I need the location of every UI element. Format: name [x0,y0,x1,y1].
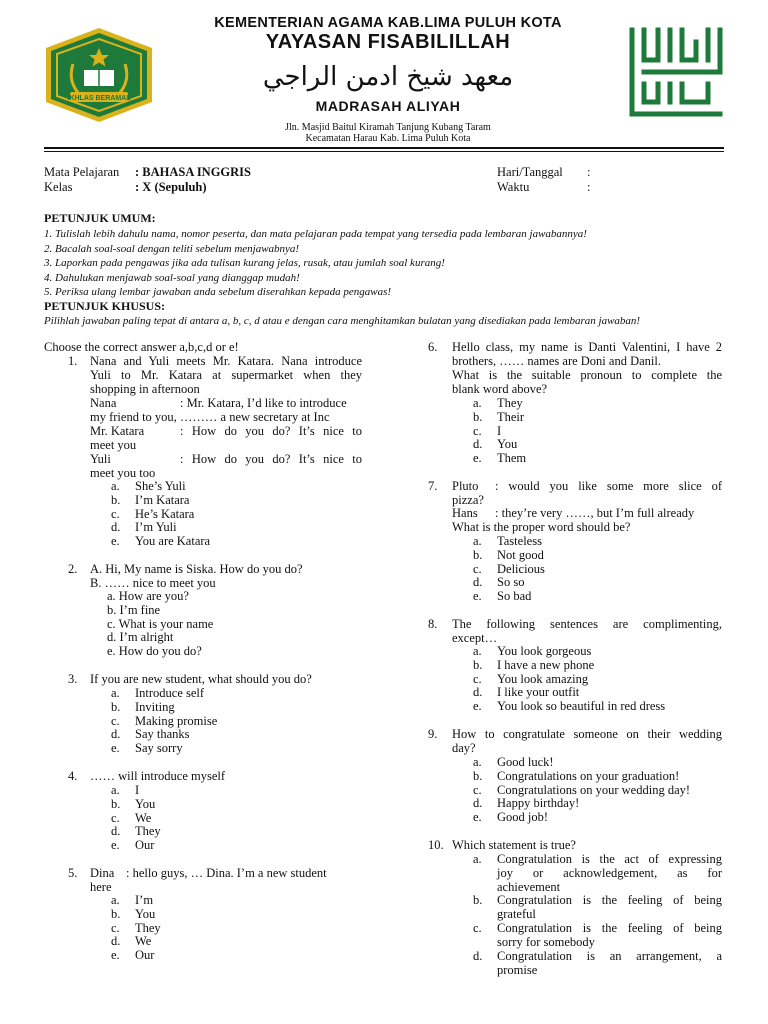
dialog-speaker: Mr. Katara [90,424,145,438]
general-instructions-title: PETUNJUK UMUM: [44,211,156,225]
question-number: 2. [68,562,78,576]
address-line-2: Kecamatan Harau Kab. Lima Puluh Kota [305,133,471,144]
answer-option[interactable]: Congratulation is the act of expressing [497,852,722,866]
general-instruction-item: 3. Laporkan pada pengawas jika ada tulisan kurang jelas, rusak, atau jumlah soal kurang! [44,257,445,269]
answer-option[interactable]: c. What is your name [107,616,214,631]
date-label: Hari/Tanggal [497,165,563,179]
dialog-line: pizza? [452,493,484,507]
question-number: 7. [428,479,438,493]
question-text: How to congratulate someone on their wedding [452,727,722,741]
answer-option[interactable]: e. How do you do? [107,644,202,659]
dialog-line: : How do you do? It’s nice to [180,452,362,466]
answer-option-letter: a. [473,852,482,866]
answer-option[interactable]: achievement [497,880,561,894]
question-number: 5. [68,866,78,880]
special-instructions-title: PETUNJUK KHUSUS: [44,299,166,313]
general-instruction-item: 1. Tulislah lebih dahulu nama, nomor peserta, dan mata pelajaran pada tempat yang tersedia pada lembaran jawabannya! [44,228,587,240]
question-text: If you are new student, what should you do? [90,672,312,686]
kemenag-logo [40,26,158,124]
question-text: Nana and Yuli meets Mr. Katara. Nana introduce [90,354,362,368]
answer-option[interactable]: Congratulation is an arrangement, a [497,949,722,963]
answer-option[interactable]: grateful [497,907,536,921]
time-label: Waktu [497,180,530,194]
address-line-1: Jln. Masjid Baitul Kiramah Tanjung Kubang Taram [285,122,491,133]
question-text: Which statement is true? [452,838,576,852]
question-text: A. Hi, My name is Siska. How do you do? [90,562,303,576]
dialog-speaker: Nana [90,396,117,410]
dialog-line: : they’re very ……, but I’m full already [495,506,695,520]
dialog-line: : hello guys, … Dina. I’m a new student [126,866,327,880]
general-instruction-item: 2. Bacalah soal-soal dengan teliti sebelum menjawabnya! [44,243,300,255]
arabic-title: معهد شيخ ادمن الراجي [262,62,514,92]
general-instruction-item: 5. Periksa ulang lembar jawaban anda sebelum diserahkan kepada pengawas! [44,286,392,298]
dialog-speaker: Hans [452,506,478,520]
dialog-line: meet you too [90,466,156,480]
svg-text:IKHLAS BERAMAL: IKHLAS BERAMAL [67,95,131,102]
answer-option-letter: d. [473,949,483,963]
ministry-title: KEMENTERIAN AGAMA KAB.LIMA PULUH KOTA [214,15,562,31]
question-text: shopping in afternoon [90,382,200,396]
answer-option[interactable]: sorry for somebody [497,935,595,949]
dialog-line: here [90,880,112,894]
question-number: 9. [428,727,438,741]
question-number: 3. [68,672,78,686]
question-text: What is the suitable pronoun to complete the [452,368,722,382]
answer-option[interactable]: promise [497,963,538,977]
dialog-speaker: Yuli [90,452,111,466]
dialog-speaker: Dina [90,866,115,880]
question-text: The following sentences are complimenting, [452,617,722,631]
general-instruction-item: 4. Dahulukan menjawab soal-soal yang dianggap mudah! [44,272,300,284]
question-text: brothers, …… names are Doni and Danil. [452,354,661,368]
special-instructions-text: Pilihlah jawaban paling tepat di antara a, b, c, d atau e dengan cara menghitamkan bulatan yang disediakan pada lembaran jawaban! [44,315,641,327]
answer-options [107,590,213,659]
question-text: Hello class, my name is Danti Valentini, I have 2 [452,340,722,354]
dialog-line: : would you like some more slice of [495,479,722,493]
school-title: MADRASAH ALIYAH [315,98,461,114]
questions-intro: Choose the correct answer a,b,c,d or e! [44,340,239,354]
question-text: day? [452,741,476,755]
dialog-speaker: Pluto [452,479,479,493]
answer-option[interactable]: d. I’m alright [107,630,174,645]
class-value: : X (Sepuluh) [135,180,207,194]
answer-option[interactable]: Congratulation is the feeling of being [497,921,722,935]
question-text: …… will introduce myself [90,769,226,783]
time-value: : [587,180,591,194]
question-text: Yuli to Mr. Katara at supermarket when they [90,368,362,382]
question-number: 4. [68,769,78,783]
subject-value: : BAHASA INGGRIS [135,165,251,179]
question-text: B. …… nice to meet you [90,576,216,590]
subject-label: Mata Pelajaran [44,165,120,179]
answer-option[interactable]: a. How are you? [107,589,189,603]
answer-option-letter: b. [473,893,483,907]
class-label: Kelas [44,180,73,194]
dialog-line: my friend to you, ……… a new secretary at Inc [90,410,330,424]
question-number: 1. [68,354,78,368]
question-number: 6. [428,340,438,354]
answer-option-letter: c. [473,921,482,935]
date-value: : [587,165,591,179]
question-text: blank word above? [452,382,548,396]
answer-option[interactable]: b. I’m fine [107,602,161,617]
answer-option[interactable]: joy or acknowledgement, as for [497,866,722,880]
question-number: 10. [428,838,444,852]
dialog-line: meet you [90,438,137,452]
question-number: 8. [428,617,438,631]
foundation-title: YAYASAN FISABILILLAH [265,31,511,53]
header-divider-thin [44,151,724,152]
answer-option[interactable]: Congratulation is the feeling of being [497,893,722,907]
dialog-line: : How do you do? It’s nice to [180,424,362,438]
dialog-line: : Mr. Katara, I’d like to introduce [180,396,347,410]
header-divider [44,147,724,149]
question-text: What is the proper word should be? [452,520,631,534]
question-text: except… [452,631,498,645]
kufic-calligraphy-logo [626,24,726,120]
